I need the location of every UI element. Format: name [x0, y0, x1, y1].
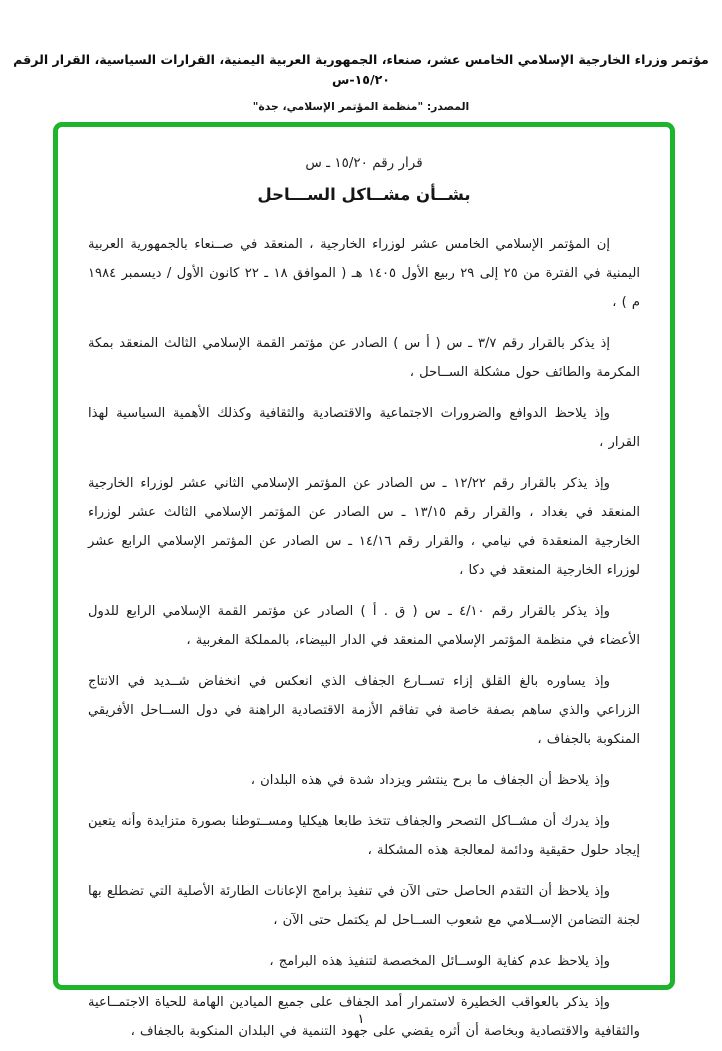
resolution-paragraph: وإذ يذكر بالعواقب الخطيرة لاستمرار أمد الجفاف على جميع الميادين الهامة للحياة الاجتمــاعية والثقافية والاقتصادية وبخاصة أن أثره يقضي على جهود التنمية في البلدان المنكوبة بالجفاف ،: [88, 995, 640, 1039]
page-number: ١: [357, 1012, 365, 1027]
resolution-paragraph: وإذ يدرك أن مشــاكل التصحر والجفاف تتخذ طابعا هيكليا ومســتوطنا بصورة متزايدة وأنه يتعين إيجاد حلول حقيقية ودائمة لمعالجة هذه المشكلة ،: [88, 814, 640, 858]
resolution-paragraph: وإذ يلاحظ أن الجفاف ما برح ينتشر ويزداد شدة في هذه البلدان ،: [250, 773, 610, 788]
resolution-paragraph: إذ يذكر بالقرار رقم ٣/٧ ـ س ( أ س ) الصادر عن مؤتمر القمة الإسلامي الثالث المنعقد بمكة المكرمة والطائف حول مشكلة الســاحل ،: [88, 336, 640, 380]
green-frame: [53, 122, 675, 1039]
resolution-subject-heading: بشــأن مشــاكل الســـاحل: [257, 185, 471, 204]
resolution-number-heading: قرار رقم ١٥/٢٠ ـ س: [305, 155, 423, 171]
resolution-paragraph: وإذ يلاحظ الدوافع والضرورات الاجتماعية والاقتصادية والثقافية وكذلك الأهمية السياسية لهذا القرار ،: [88, 406, 640, 450]
resolution-document: [58, 127, 670, 1039]
resolution-paragraph: وإذ يذكر بالقرار رقم ١٢/٢٢ ـ س الصادر عن المؤتمر الإسلامي الثاني عشر لوزراء الخارجية المنعقد في بغداد ، والقرار رقم ١٣/١٥ ـ س الصادر عن المؤتمر الإسلامي الثالث عشر لوزراء الخارجية المنعقدة في نيامي ، والقرار رقم ١٤/١٦ ـ س الصادر عن المؤتمر الإسلامي الرابع عشر لوزراء الخارجية المنعقد في دكا ،: [88, 476, 641, 578]
conference-title: مؤتمر وزراء الخارجية الإسلامي الخامس عشر، صنعاء، الجمهورية العربية اليمنية، القرارات السياسية، القرار الرقم ١٥/٢٠-س: [13, 52, 709, 87]
resolution-paragraph: وإذ يساوره بالغ القلق إزاء تســارع الجفاف الذي انعكس في انخفاض شــديد في الانتاج الزراعي والذي ساهم بصفة خاصة في تفاقم الأزمة الاقتصادية الراهنة في دول الســاحل الأفريقي المنكوبة بالجفاف ،: [88, 674, 640, 747]
page-header: [8, 50, 714, 113]
resolution-paragraph: إن المؤتمر الإسلامي الخامس عشر لوزراء الخارجية ، المنعقد في صــنعاء بالجمهورية العربية اليمنية في الفترة من ٢٥ إلى ٢٩ ربيع الأول ١٤٠٥ هـ ( الموافق ١٨ ـ ٢٢ كانون الأول / ديسمبر ١٩٨٤ م ) ،: [88, 237, 640, 310]
resolution-paragraph: وإذ يلاحظ أن التقدم الحاصل حتى الآن في تنفيذ برامج الإعانات الطارئة الأصلية التي تضطلع بها لجنة التضامن الإســلامي مع شعوب الســاحل لم يكتمل حتى الآن ،: [88, 884, 640, 928]
source-line: المصدر: "منظمة المؤتمر الإسلامي، جدة": [252, 100, 470, 113]
resolution-paragraph: وإذ يلاحظ عدم كفاية الوســائل المخصصة لتنفيذ هذه البرامج ،: [269, 954, 610, 969]
resolution-paragraph: وإذ يذكر بالقرار رقم ٤/١٠ ـ س ( ق . أ ) الصادر عن مؤتمر القمة الإسلامي الرابع للدول الأعضاء في منظمة المؤتمر الإسلامي المنعقد في الدار البيضاء، بالمملكة المغربية ،: [88, 604, 640, 648]
